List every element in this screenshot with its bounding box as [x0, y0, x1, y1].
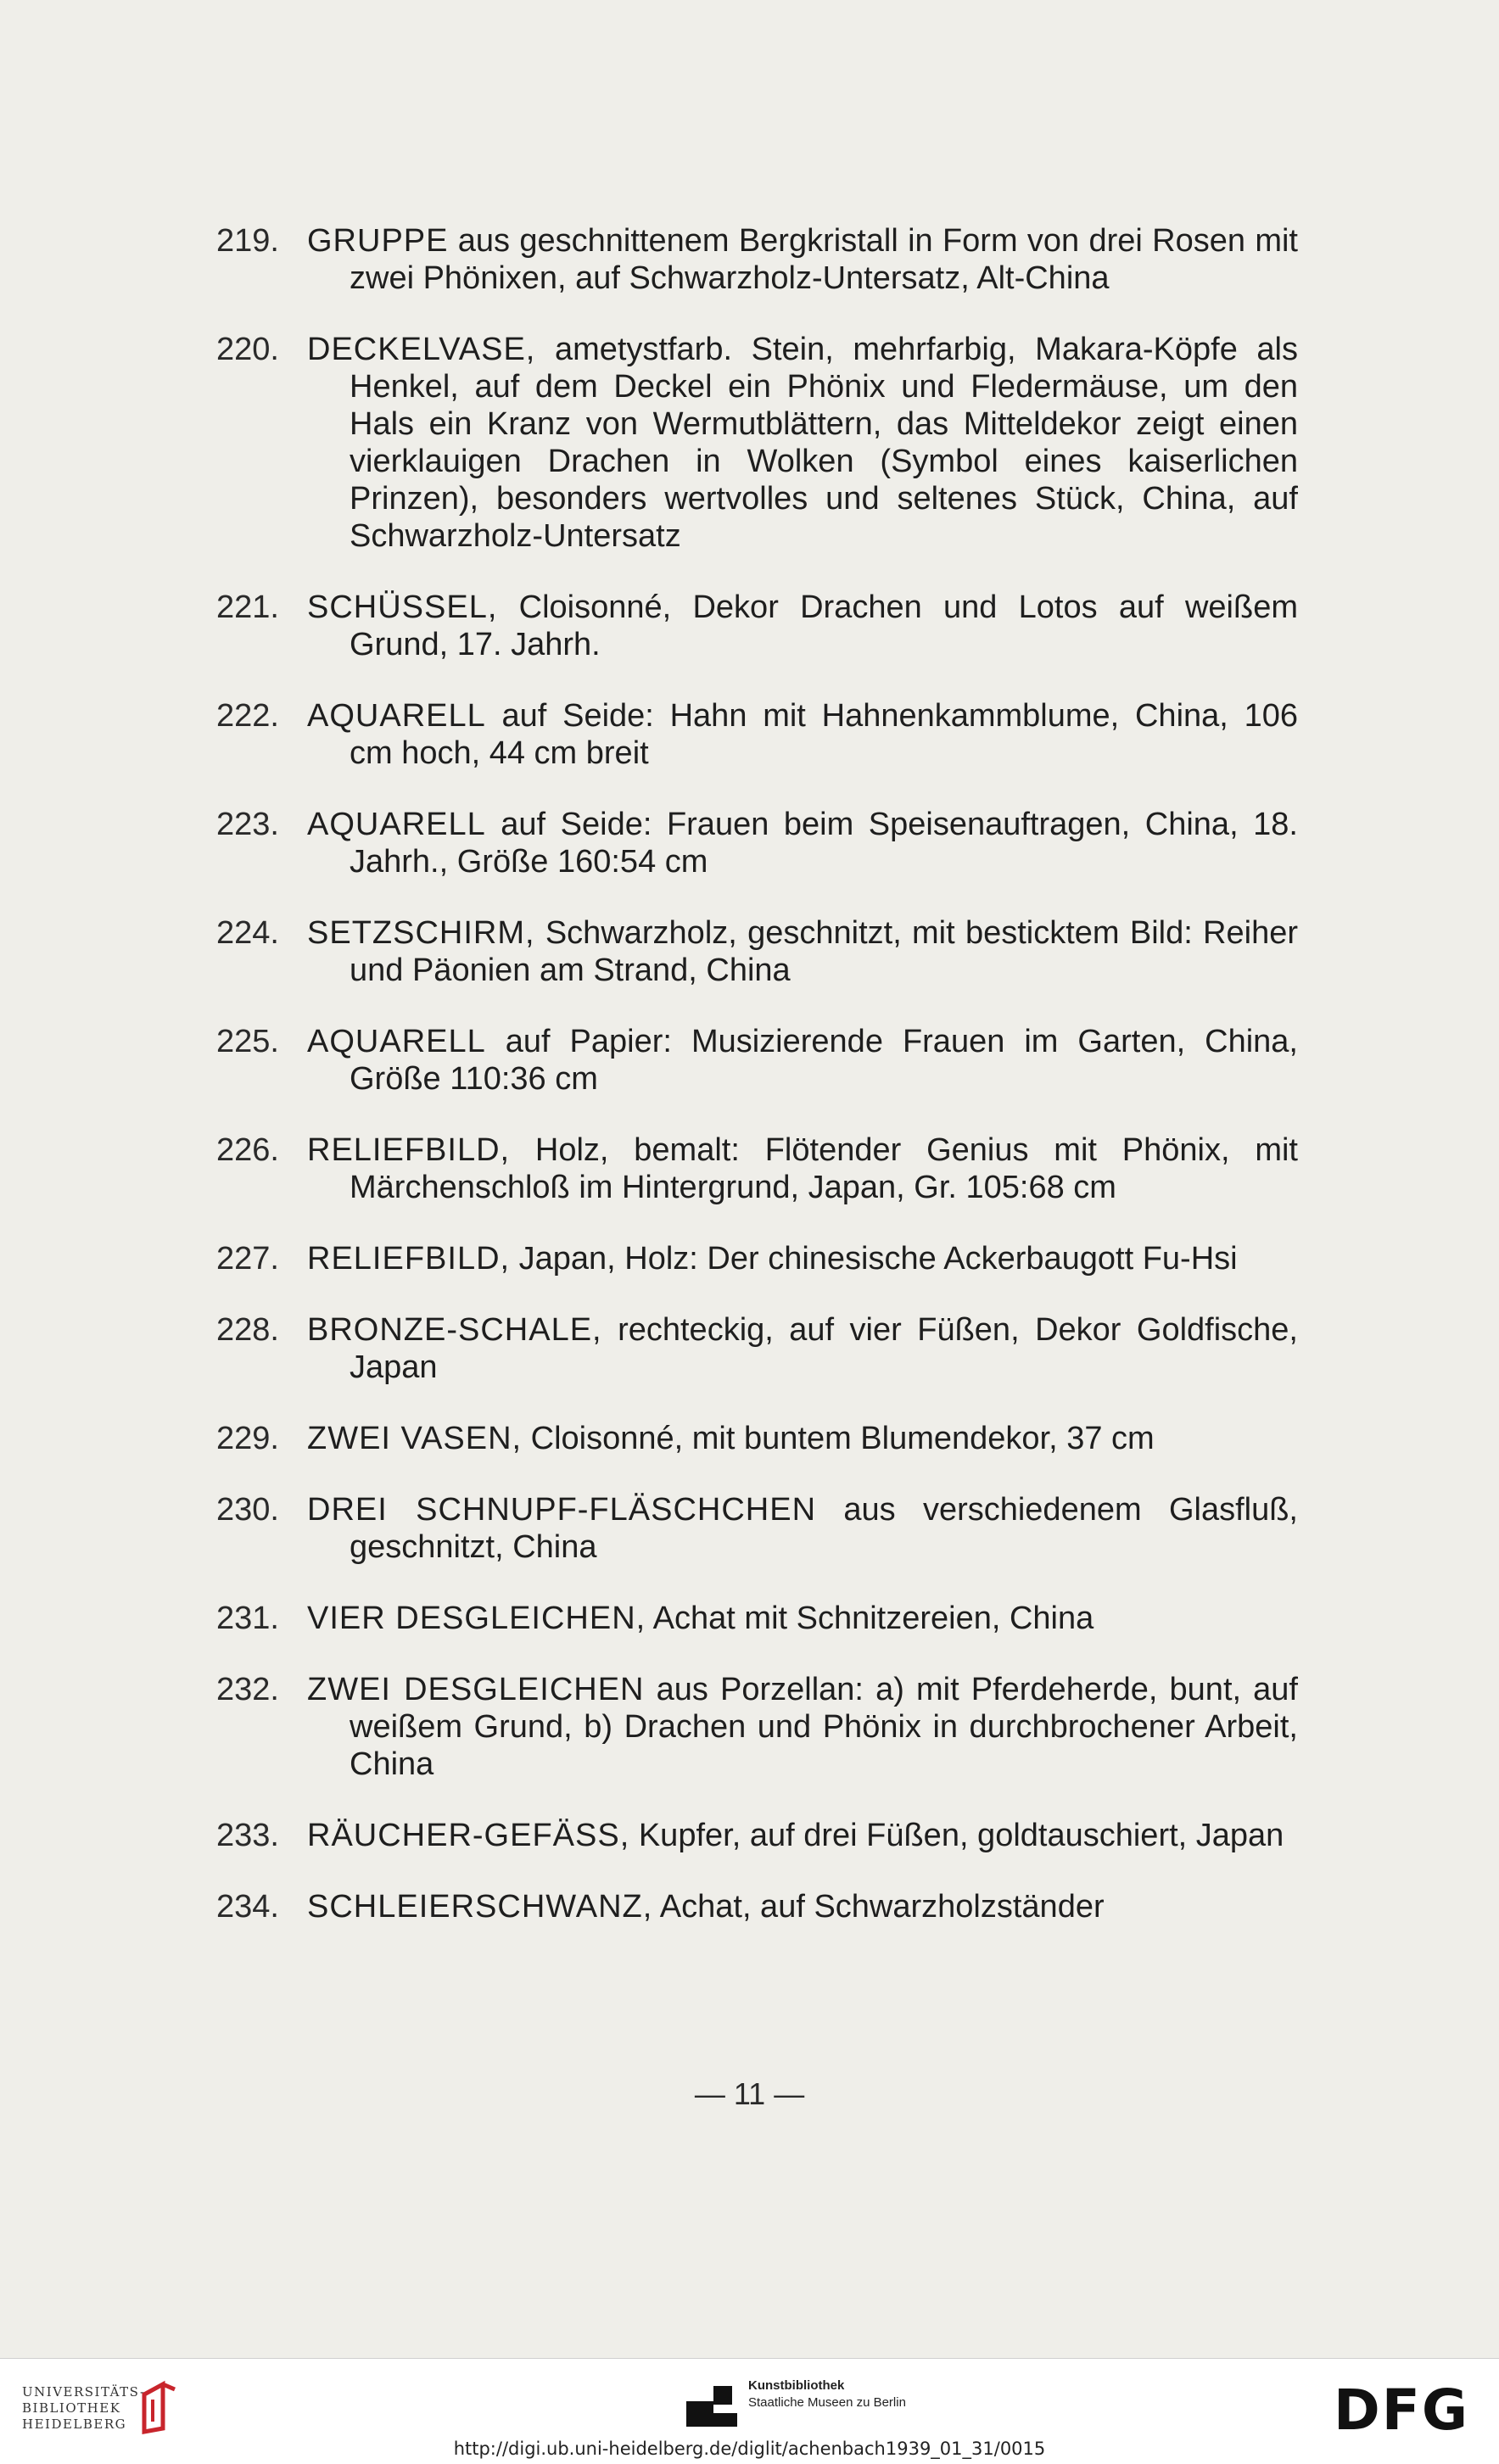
entry-number: 228. — [216, 1312, 279, 1348]
catalogue-entry — [216, 806, 1298, 880]
source-url[interactable]: http://digi.ub.uni-heidelberg.de/diglit/achenbach1939_01_31/0015 — [453, 2439, 1046, 2459]
kunstbibliothek-label — [748, 2377, 906, 2411]
entry-number: 226. — [216, 1132, 279, 1168]
entry-title: DECKELVASE, — [307, 332, 536, 367]
entry-text — [307, 914, 1298, 989]
catalogue-entry — [216, 1888, 1298, 1925]
entry-text — [307, 1817, 1298, 1854]
entry-description: aus Porzellan: a) mit Pferdeherde, bunt, auf weißem Grund, b) Drachen und Phönix in durchbrochener Arbeit, China — [350, 1672, 1298, 1782]
entry-number: 233. — [216, 1818, 279, 1853]
entry-text — [307, 589, 1298, 663]
entry-title: AQUARELL — [307, 1024, 486, 1059]
entry-number: 222. — [216, 698, 279, 734]
entry-text — [307, 1420, 1298, 1457]
ub-heidelberg-logo-icon — [137, 2379, 178, 2435]
entry-title: RÄUCHER-GEFÄSS, — [307, 1818, 630, 1853]
entry-text — [307, 1311, 1298, 1386]
catalogue-entry — [216, 1817, 1298, 1854]
entry-text — [307, 1491, 1298, 1566]
university-line: BIBLIOTHEK — [22, 2400, 121, 2416]
entry-text — [307, 806, 1298, 880]
kunstbibliothek-name: Kunstbibliothek — [748, 2378, 845, 2393]
entry-title: DREI SCHNUPF-FLÄSCHCHEN — [307, 1492, 817, 1528]
entry-title: AQUARELL — [307, 807, 486, 842]
entry-description: auf Papier: Musizierende Frauen im Garten, China, Größe 110:36 cm — [350, 1024, 1298, 1097]
catalogue-entry — [216, 1023, 1298, 1098]
catalogue-entries — [216, 222, 1298, 1959]
entry-text — [307, 1240, 1298, 1277]
entry-description: rechteckig, auf vier Füßen, Dekor Goldfische, Japan — [350, 1312, 1298, 1385]
dfg-logo: DFG — [1334, 2377, 1470, 2443]
catalogue-entry — [216, 1491, 1298, 1566]
catalogue-entry — [216, 1671, 1298, 1783]
entry-title: SCHLEIERSCHWANZ, — [307, 1889, 653, 1925]
entry-title: RELIEFBILD, — [307, 1132, 511, 1168]
entry-description: Achat mit Schnitzereien, China — [646, 1601, 1094, 1636]
entry-title: SETZSCHIRM, — [307, 915, 535, 951]
entry-title: ZWEI DESGLEICHEN — [307, 1672, 645, 1707]
catalogue-entry — [216, 1240, 1298, 1277]
entry-number: 220. — [216, 332, 279, 367]
entry-text — [307, 1888, 1298, 1925]
entry-text — [307, 1671, 1298, 1783]
entry-description: Schwarzholz, geschnitzt, mit besticktem Bild: Reiher und Päonien am Strand, China — [350, 915, 1298, 988]
entry-description: Japan, Holz: Der chinesische Ackerbaugott Fu-Hsi — [510, 1241, 1238, 1277]
entry-number: 224. — [216, 915, 279, 951]
catalogue-entry — [216, 914, 1298, 989]
entry-description: Holz, bemalt: Flötender Genius mit Phönix, mit Märchenschloß im Hintergrund, Japan, Gr. 105:68 cm — [350, 1132, 1298, 1205]
entry-title: SCHÜSSEL, — [307, 589, 498, 625]
entry-number: 225. — [216, 1024, 279, 1059]
entry-title: BRONZE-SCHALE, — [307, 1312, 602, 1348]
entry-title: AQUARELL — [307, 698, 486, 734]
entry-number: 223. — [216, 807, 279, 842]
catalogue-entry — [216, 697, 1298, 772]
entry-number: 230. — [216, 1492, 279, 1528]
entry-number: 221. — [216, 589, 279, 625]
entry-description: Cloisonné, Dekor Drachen und Lotos auf weißem Grund, 17. Jahrh. — [350, 589, 1298, 662]
digitization-footer — [0, 2358, 1499, 2464]
entry-description: Cloisonné, mit buntem Blumendekor, 37 cm — [522, 1421, 1155, 1456]
entry-number: 227. — [216, 1241, 279, 1277]
entry-description: Achat, auf Schwarzholzständer — [652, 1889, 1105, 1925]
catalogue-entry — [216, 331, 1298, 555]
entry-number: 232. — [216, 1672, 279, 1707]
catalogue-entry — [216, 589, 1298, 663]
entry-number: 229. — [216, 1421, 279, 1456]
entry-text — [307, 1023, 1298, 1098]
entry-title: GRUPPE — [307, 223, 449, 259]
entry-description: auf Seide: Frauen beim Speisenauftragen, China, 18. Jahrh., Größe 160:54 cm — [350, 807, 1298, 880]
university-line: HEIDELBERG — [22, 2417, 127, 2432]
entry-description: aus geschnittenem Bergkristall in Form von drei Rosen mit zwei Phönixen, auf Schwarzholz-Untersatz, Alt-China — [350, 223, 1298, 296]
entry-number: 234. — [216, 1889, 279, 1925]
kunstbibliothek-logo-icon — [683, 2376, 741, 2432]
entry-number: 231. — [216, 1601, 279, 1636]
entry-title: RELIEFBILD, — [307, 1241, 511, 1277]
entry-text — [307, 222, 1298, 297]
entry-description: aus verschiedenem Glasfluß, geschnitzt, China — [350, 1492, 1298, 1565]
catalogue-entry — [216, 1600, 1298, 1637]
entry-text — [307, 697, 1298, 772]
entry-description: auf Seide: Hahn mit Hahnenkammblume, China, 106 cm hoch, 44 cm breit — [350, 698, 1298, 771]
kunstbibliothek-subtitle: Staatliche Museen zu Berlin — [748, 2395, 906, 2410]
entry-text — [307, 331, 1298, 555]
entry-description: Kupfer, auf drei Füßen, goldtauschiert, Japan — [629, 1818, 1284, 1853]
page-number: — 11 — — [694, 2076, 805, 2111]
entry-description: ametystfarb. Stein, mehrfarbig, Makara-Köpfe als Henkel, auf dem Deckel ein Phönix und Fledermäuse, um den Hals ein Kranz von Wermutblättern, das Mitteldekor zeigt einen vierklauigen Drachen in Wolken (Symbol eines kaiserlichen Prinzen), besonders wertvolles und seltenes Stück, China, auf Schwarzholz-Untersatz — [350, 332, 1298, 554]
entry-text — [307, 1131, 1298, 1206]
entry-text — [307, 1600, 1298, 1637]
catalogue-entry — [216, 1131, 1298, 1206]
university-name — [22, 2384, 146, 2433]
entry-title: ZWEI VASEN, — [307, 1421, 523, 1456]
catalogue-entry — [216, 222, 1298, 297]
catalogue-entry — [216, 1311, 1298, 1386]
catalogue-entry — [216, 1420, 1298, 1457]
entry-title: VIER DESGLEICHEN, — [307, 1601, 646, 1636]
university-line: UNIVERSITÄTS- — [22, 2384, 146, 2400]
entry-number: 219. — [216, 223, 279, 259]
